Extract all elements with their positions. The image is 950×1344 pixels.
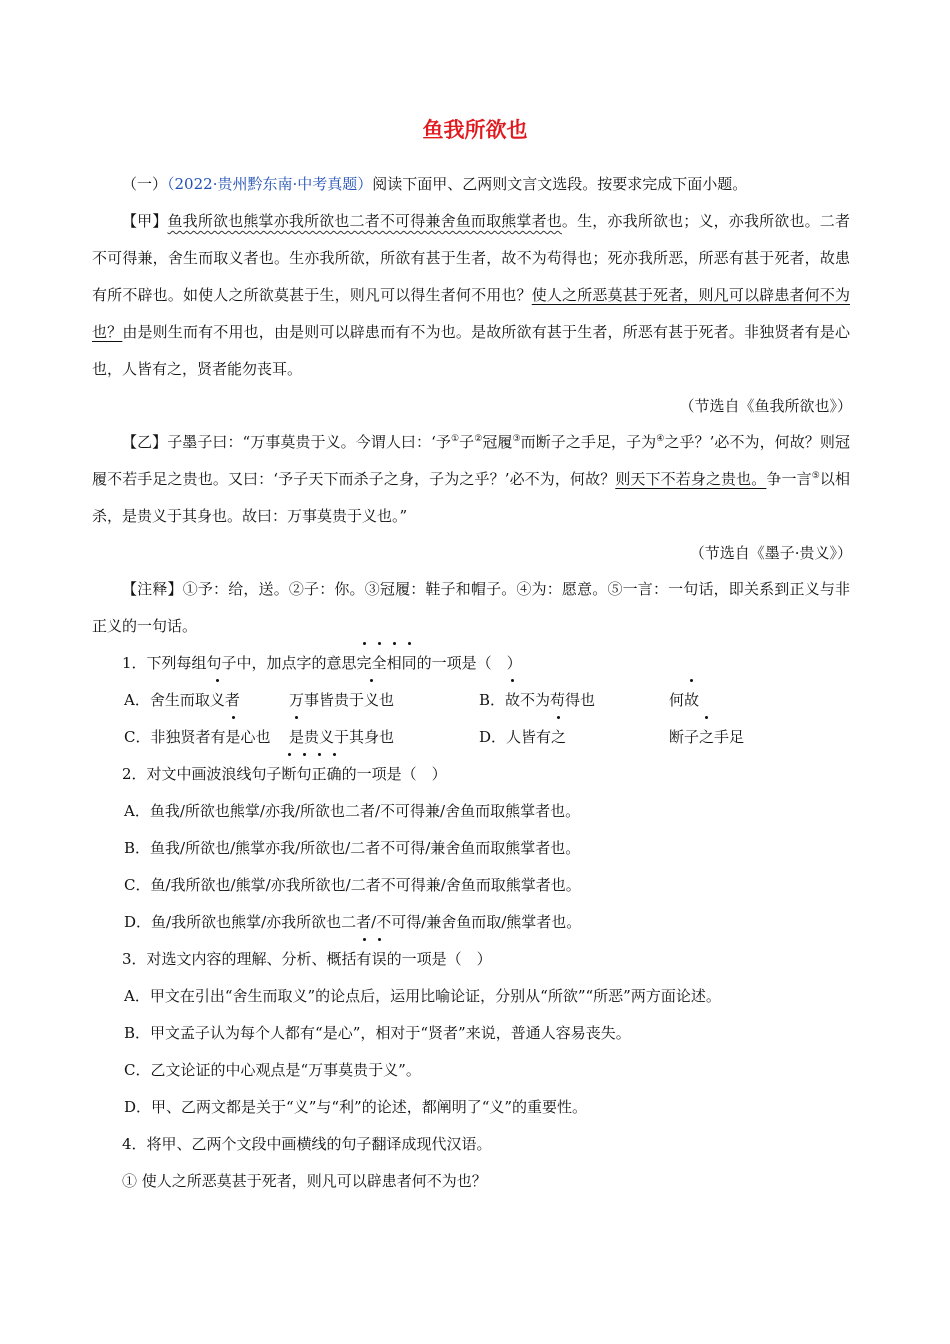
question-text: 的一项是（ ） (341, 765, 447, 783)
option-b-pair: 何故 (669, 682, 699, 719)
dotted-char: 断 (282, 756, 297, 793)
passage-yi-text: 以相杀，是贵义于其身也。故曰：万事莫贵于义也。” (92, 470, 850, 525)
question-1-stem (92, 645, 850, 682)
passage-yi-text: 而断子之手足，子为 (520, 433, 657, 451)
question-text: 3．对选文内容的理解、分析、概括 (122, 950, 357, 968)
question-2-option-b[interactable]: B．鱼我/所欲也/熊掌亦我/所欲也/二者不可得/兼舍鱼而取熊掌者也。 (124, 839, 581, 857)
option-a[interactable]: A．舍生而取义者 (124, 682, 289, 719)
question-2-stem (92, 756, 850, 793)
passage-yi-text: 子墨子曰：“万事莫贵于义。今谓人曰：‘予 (167, 433, 451, 451)
notes-label: 【注释】 (122, 580, 183, 598)
option-a-pair: 万事皆贵于义也 (289, 682, 479, 719)
question-1-row-cd (92, 719, 850, 756)
dotted-char: 全 (372, 645, 387, 682)
option-c-pair: 是贵义于其身也 (289, 719, 479, 756)
option-b[interactable]: B．故不为苟得也 (479, 682, 669, 719)
question-2-option-a[interactable]: A．鱼我/所欲也熊掌/亦我/所欲也二者/不可得兼/舍鱼而取熊掌者也。 (124, 802, 581, 820)
passage-jia (92, 203, 850, 388)
passage-jia-text-1: 。生，亦我所欲也；义，亦我所欲也。二者不可得兼，舍生而取义者也。生亦我所欲，所欲有甚于生者，故不为苟得也；死亦我所恶，所恶有甚于死者，故患有所不辟也。如使人之所欲莫甚于生，则凡可以得生者何不用也？ (92, 212, 850, 304)
intro-number: （一） (122, 175, 168, 193)
wavy-underlined-sentence: 鱼我所欲也熊掌亦我所欲也二者不可得兼舍鱼而取熊掌者也 (167, 212, 562, 230)
passage-yi-text: 冠履 (482, 433, 513, 451)
dotted-char: 义 (364, 682, 379, 719)
dotted-char: 故 (505, 682, 520, 719)
passage-yi-text: 争一言 (766, 470, 812, 488)
passage-yi-text: 子 (459, 433, 475, 451)
question-1-row-ab (92, 682, 850, 719)
dotted-char: 同 (402, 645, 417, 682)
question-2-option-d[interactable]: D．鱼/我所欲也熊掌/亦我所欲也二者/不可得/兼舍鱼而取/熊掌者也。 (124, 913, 582, 931)
note-marker: ① (450, 434, 460, 444)
passage-yi-label: 【乙】 (122, 433, 168, 451)
dotted-char: 有 (357, 941, 372, 978)
dotted-char: 确 (327, 756, 342, 793)
passage-yi-text: 之乎？’必不为，何故？则冠履不若手足之贵也。又曰：‘予子天下而杀子之身，子为之乎？’必不为，何故？ (92, 433, 850, 488)
option-c[interactable]: C．非独贤者有是心也 (124, 719, 289, 756)
dotted-char: 故 (684, 682, 699, 719)
question-3-option-a[interactable]: A．甲文在引出“舍生而取义”的论点后，运用比喻论证，分别从“所欲”“所恶”两方面论述。 (124, 987, 721, 1005)
dotted-char: 是 (226, 719, 241, 756)
dotted-char: 之 (551, 719, 566, 756)
question-4-sub-1: ① 使人之所恶莫甚于死者，则凡可以辟患者何不为也？ (122, 1172, 487, 1190)
question-3-option-b[interactable]: B．甲文孟子认为每个人都有“是心”，相对于“贤者”来说，普通人容易丧失。 (124, 1024, 631, 1042)
notes-text: ①予：给，送。②子：你。③冠履：鞋子和帽子。④为：愿意。⑤一言：一句话，即关系到正义与非正义的一句话。 (92, 580, 850, 635)
question-text: 的一项是（ ） (386, 950, 492, 968)
dotted-char: 是 (289, 719, 304, 756)
question-2-option-c[interactable]: C．鱼/我所欲也/熊掌/亦我所欲也/二者不可得兼/舍鱼而取熊掌者也。 (124, 876, 581, 894)
intro-paragraph (92, 166, 850, 203)
question-3-stem (92, 941, 850, 978)
underlined-sentence-jia: 使人之所恶莫甚于死者，则凡可以辟患者何不为也？ (92, 286, 850, 341)
note-marker: ② (474, 434, 483, 444)
page-title: 鱼我所欲也 (422, 117, 528, 142)
dotted-char: 相 (387, 645, 402, 682)
dotted-char: 义 (210, 682, 225, 719)
notes-paragraph (92, 571, 850, 645)
dotted-char: 之 (699, 719, 714, 756)
dotted-char: 完 (357, 645, 372, 682)
question-3-option-d[interactable]: D．甲、乙两文都是关于“义”与“利”的论述，都阐明了“义”的重要性。 (124, 1098, 588, 1116)
underlined-sentence-yi: 则天下不若身之贵也。 (615, 470, 767, 488)
question-4-stem: 4．将甲、乙两个文段中画横线的句子翻译成现代汉语。 (122, 1135, 492, 1153)
option-d-pair: 断子之手足 (669, 719, 744, 756)
passage-jia-source: （节选自《鱼我所欲也》） (679, 397, 852, 415)
note-marker: ⑤ (811, 471, 820, 481)
note-marker: ④ (656, 434, 665, 444)
passage-jia-text-2: 由是则生而有不用也，由是则可以辟患而有不为也。是故所欲有甚于生者，所恶有甚于死者。非独贤者有是心也，人皆有之，贤者能勿丧耳。 (92, 323, 850, 378)
intro-text: 阅读下面甲、乙两则文言文选段。按要求完成下面小题。 (372, 175, 748, 193)
passage-yi-source: （节选自《墨子·贵义》） (689, 544, 852, 562)
question-text: 1．下列每组句子中，加点字的意思 (122, 654, 357, 672)
question-text: 的一项是（ ） (416, 654, 522, 672)
passage-yi (92, 424, 850, 535)
dotted-char: 正 (312, 756, 327, 793)
dotted-char: 句 (297, 756, 312, 793)
note-marker: ③ (512, 434, 521, 444)
option-d[interactable]: D．人皆有之 (479, 719, 669, 756)
document-body (92, 166, 850, 1200)
passage-jia-label: 【甲】 (122, 212, 168, 230)
question-text: 2．对文中画波浪线句子 (122, 765, 282, 783)
question-3-option-c[interactable]: C．乙文论证的中心观点是“万事莫贵于义”。 (124, 1061, 421, 1079)
exam-source-link[interactable]: （2022·贵州黔东南·中考真题） (167, 175, 373, 193)
dotted-char: 误 (372, 941, 387, 978)
